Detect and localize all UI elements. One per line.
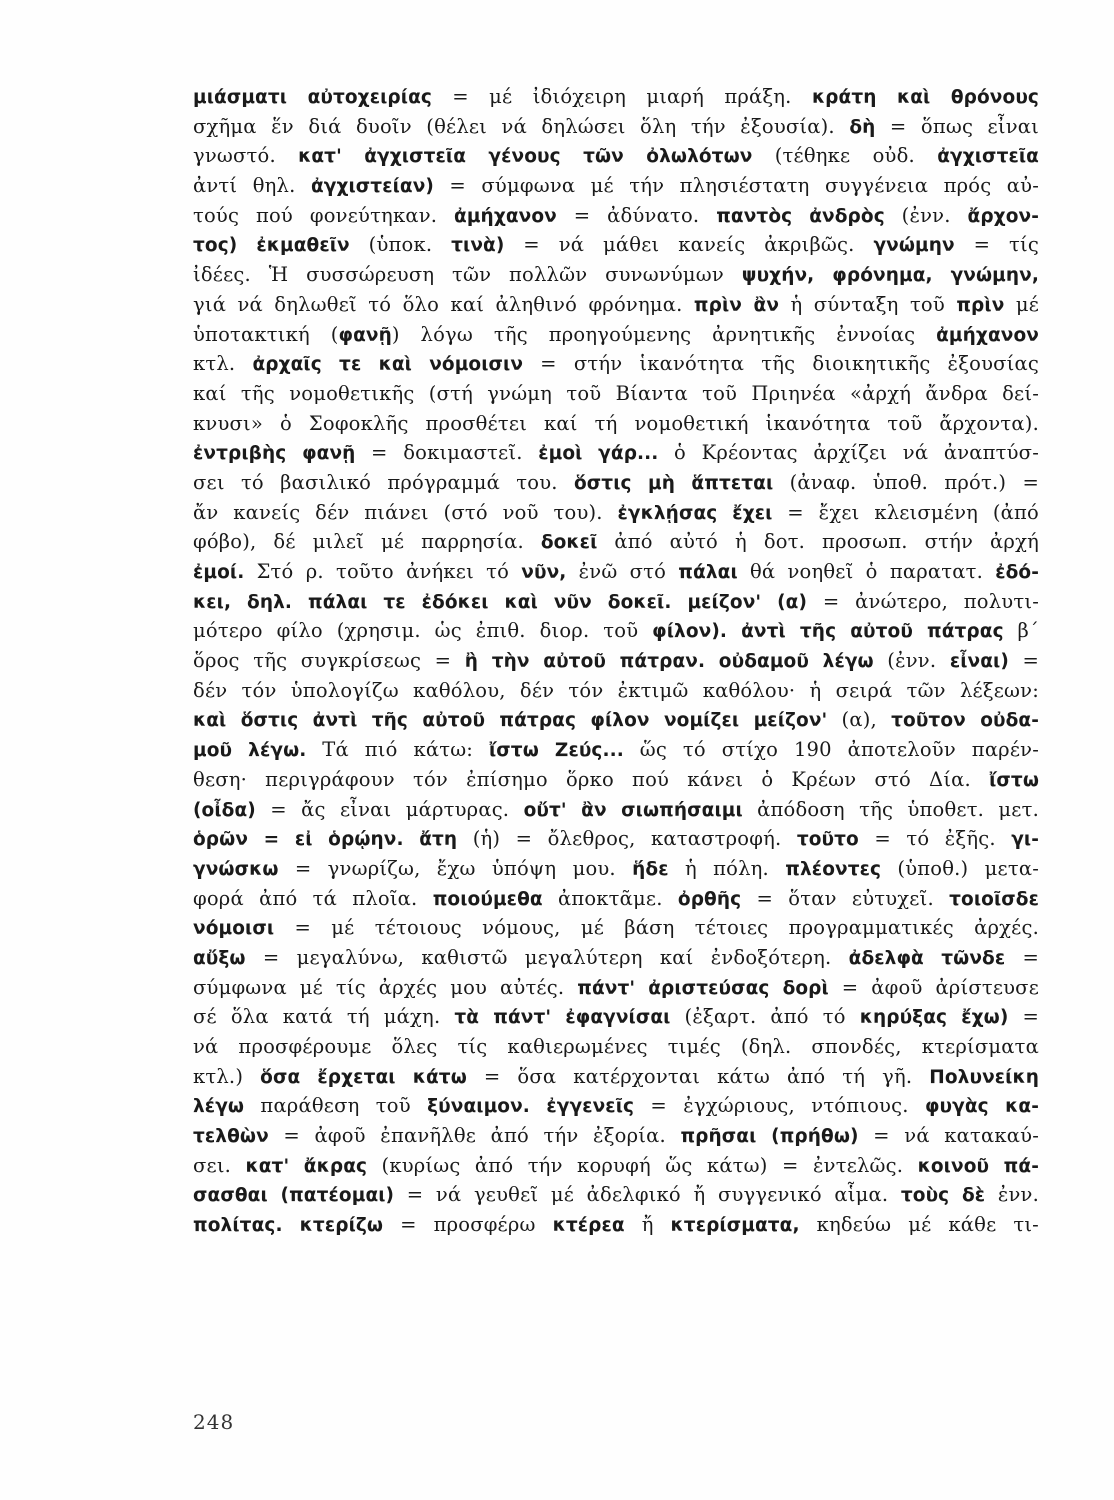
gloss-text: = <box>1008 1005 1039 1029</box>
gloss-text: ἀντί θηλ. <box>193 174 311 198</box>
lemma-text: ἐγκλῄσας ἔχει <box>617 502 773 524</box>
text-line <box>193 468 1039 498</box>
text-line <box>193 1002 1039 1032</box>
text-line <box>193 1121 1039 1151</box>
text-line <box>193 735 1039 765</box>
text-line <box>193 320 1039 350</box>
gloss-text: = μέ τέτοιους νόμους, μέ βάση τέτοιες προγραμματικές ἀρχές. <box>274 916 1039 940</box>
gloss-text: = <box>1005 945 1039 969</box>
lemma-text: ὅστις μὴ ἅπτεται <box>573 472 774 494</box>
text-line <box>193 171 1039 201</box>
text-line <box>193 1180 1039 1210</box>
lemma-text: γνώμην <box>873 235 955 257</box>
gloss-text: φορά ἀπό τά πλοῖα. <box>193 886 433 910</box>
lemma-text: ποιούμεθα <box>432 888 543 910</box>
text-line <box>193 201 1039 231</box>
gloss-text: γνωστό. <box>193 144 299 168</box>
lemma-text: ἀμήχανον <box>936 324 1039 346</box>
lemma-text: Πολυνείκη <box>929 1066 1039 1088</box>
lemma-text: ὅσα ἔρχεται κάτω <box>260 1066 467 1088</box>
lemma-text: πλέοντες <box>785 858 882 880</box>
lemma-text: παντὸς ἀνδρὸς <box>716 205 885 227</box>
gloss-text: = νά μάθει κανείς ἀκριβῶς. <box>504 233 874 257</box>
lemma-text: λέγω <box>193 1096 245 1118</box>
gloss-text: ὥς τό στίχο 190 ἀποτελοῦν παρέν- <box>623 738 1039 762</box>
lemma-text: μοῦ λέγω. <box>193 740 307 762</box>
lemma-text: φανῇ <box>338 324 392 346</box>
gloss-text: = σύμφωνα μέ τήν πλησιέστατη συγγένεια πρός αὐ- <box>433 174 1039 198</box>
lemma-text: κει, δηλ. πάλαι τε ἐδόκει καὶ νῦν δοκεῖ. μείζον' (α) <box>193 591 808 613</box>
gloss-text: = νά γευθεῖ μέ ἀδελφικό ἤ συγγενικό αἷμα. <box>394 1183 901 1207</box>
lemma-text: οὔτ' ἂν σιωπήσαιμι <box>523 799 743 821</box>
lemma-text: νόμοισι <box>193 918 275 940</box>
gloss-text: = στήν ἱκανότητα τῆς διοικητικῆς ἐξουσίας <box>523 352 1039 376</box>
lemma-text: φίλον). ἀντὶ τῆς αὐτοῦ πάτρας <box>652 621 1004 643</box>
lemma-text: πρὶν ἂν <box>693 294 780 316</box>
text-line <box>193 1210 1039 1240</box>
gloss-text: θά νοηθεῖ ὁ παρατατ. <box>737 560 996 583</box>
gloss-text: = ἐγχώριους, ντόπιους. <box>634 1094 925 1118</box>
gloss-text: ἀπό αὐτό ἡ δοτ. προσωπ. στήν ἀρχή <box>597 530 1039 554</box>
text-line <box>193 616 1039 646</box>
lemma-text: ἀγχιστεῖα <box>937 146 1039 168</box>
gloss-text: Στό ρ. τοῦτο ἀνήκει τό <box>244 560 522 583</box>
gloss-text: σύμφωνα μέ τίς ἀρχές μου αὐτές. <box>193 975 578 999</box>
lemma-text: ψυχήν, φρόνημα, γνώμην, <box>741 265 1039 287</box>
lemma-text: κτέρεα <box>552 1215 625 1237</box>
lemma-text: (οἶδα) <box>193 799 256 821</box>
lemma-text: ἐντριβὴς φανῇ <box>193 443 356 465</box>
lemma-text: αὔξω <box>193 947 246 969</box>
text-line <box>193 824 1039 854</box>
lemma-text: ξύναιμον. ἐγγενεῖς <box>427 1096 635 1118</box>
gloss-text: κηδεύω μέ κάθε τι- <box>799 1213 1039 1237</box>
lemma-text: ἴστω Ζεύς... <box>488 740 624 762</box>
text-line <box>193 82 1039 112</box>
text-line <box>193 795 1039 825</box>
text-line <box>193 646 1039 676</box>
text-line <box>193 260 1039 290</box>
gloss-text: ἄν κανείς δέν πιάνει (στό νοῦ του). <box>193 500 618 524</box>
text-line <box>193 1091 1039 1121</box>
gloss-text: = ὅπως εἶναι <box>875 114 1039 138</box>
lemma-text: μιάσματι αὐτοχειρίας <box>193 87 432 108</box>
gloss-text: = προσφέρω <box>383 1213 553 1237</box>
gloss-text: = ἔχει κλεισμένη (ἀπό <box>772 500 1039 524</box>
gloss-text: (ὑποθ.) μετα- <box>881 856 1039 880</box>
gloss-text: (α), <box>827 708 892 732</box>
text-line <box>193 349 1039 379</box>
lemma-text: καὶ ὅστις ἀντὶ τῆς αὐτοῦ πάτρας φίλον νομίζει μείζον' <box>193 710 828 732</box>
gloss-text: μέ <box>1004 292 1039 316</box>
gloss-text: = τίς <box>954 233 1039 257</box>
text-line <box>193 379 1039 409</box>
commentary-text <box>193 82 1039 1240</box>
lemma-text: δὴ <box>849 116 876 138</box>
page-number: 248 <box>193 1410 235 1434</box>
text-line <box>193 1151 1039 1181</box>
gloss-text: = μέ ἰδιόχειρη μιαρή πράξη. <box>431 85 812 108</box>
text-line <box>193 587 1039 617</box>
lemma-text: πάλαι <box>678 562 738 583</box>
gloss-text: (κυρίως ἀπό τήν κορυφή ὥς κάτω) = ἐντελῶς. <box>367 1153 918 1177</box>
lemma-text: ἀγχιστείαν) <box>310 176 434 198</box>
gloss-text: = ὅσα κατέρχονται κάτω ἀπό τή γῆ. <box>466 1064 930 1088</box>
lemma-text: ἐδό- <box>995 562 1039 583</box>
gloss-text: ἐνῶ στό <box>566 560 679 583</box>
gloss-text: νά προσφέρουμε ὅλες τίς καθιερωμένες τιμές (δηλ. σπονδές, κτερίσματα <box>193 1035 1039 1058</box>
text-line <box>193 290 1039 320</box>
gloss-text: σέ ὅλα κατά τή μάχη. <box>193 1005 455 1029</box>
lemma-text: ἐμοὶ γάρ... <box>538 443 659 465</box>
text-line <box>193 527 1039 557</box>
gloss-text: = νά κατακαύ- <box>858 1124 1039 1148</box>
text-line <box>193 1062 1039 1092</box>
text-line <box>193 230 1039 260</box>
gloss-text: (ἐνν. <box>884 203 968 227</box>
lemma-text: τοιοῖσδε <box>949 888 1039 910</box>
gloss-text: σει. <box>193 1153 246 1177</box>
text-line <box>193 112 1039 142</box>
gloss-text: φόβο), δέ μιλεῖ μέ παρρησία. <box>193 530 541 554</box>
gloss-text: ὅρος τῆς συγκρίσεως = <box>193 649 465 673</box>
lemma-text: σασθαι (πατέομαι) <box>193 1185 395 1207</box>
text-line <box>193 943 1039 973</box>
gloss-text: = ὅταν εὐτυχεῖ. <box>741 886 950 910</box>
text-line <box>193 438 1039 468</box>
gloss-text: σχῆμα ἕν διά δυοῖν (θέλει νά δηλώσει ὅλη τήν ἐξουσία). <box>193 114 850 138</box>
gloss-text: σει τό βασιλικό πρόγραμμά του. <box>193 470 574 494</box>
gloss-text: κνυσι» ὁ Σοφοκλῆς προσθέτει καί τή νομοθετική ἱκανότητα τοῦ ἄρχοντα). <box>193 411 1039 435</box>
gloss-text: = ἀφοῦ ἐπανῆλθε ἀπό τήν ἐξορία. <box>268 1124 681 1148</box>
gloss-text: Τά πιό κάτω: <box>306 738 489 762</box>
gloss-text: β΄ <box>1003 619 1039 643</box>
lemma-text: ἢ τὴν αὐτοῦ πάτραν. οὐδαμοῦ λέγω <box>464 651 874 673</box>
text-line <box>193 141 1039 171</box>
gloss-text: = ἀνώτερο, πολυτι- <box>807 589 1039 613</box>
lemma-text: κράτη καὶ θρόνους <box>811 87 1039 108</box>
lemma-text: πολίτας. κτερίζω <box>193 1215 384 1237</box>
lemma-text: τοῦτον οὐδα- <box>891 710 1039 732</box>
text-line <box>193 557 1039 587</box>
gloss-text: θεση· περιγράφουν τόν ἐπίσημο ὅρκο πού κάνει ὁ Κρέων στό Δία. <box>193 767 990 791</box>
gloss-text: κτλ. <box>193 352 253 376</box>
gloss-text: = ἄς εἶναι μάρτυρας. <box>255 797 524 821</box>
lemma-text: πρῆσαι (πρήθω) <box>680 1126 859 1148</box>
lemma-text: τινὰ) <box>451 235 505 257</box>
text-line <box>193 409 1039 439</box>
gloss-text: = ἀφοῦ ἀρίστευσε <box>828 975 1039 999</box>
text-line <box>193 705 1039 735</box>
lemma-text: ἄρχον- <box>967 205 1039 227</box>
lemma-text: πάντ' ἀριστεύσας δορὶ <box>577 977 829 999</box>
lemma-text: τος) ἐκμαθεῖν <box>193 235 350 257</box>
gloss-text: κτλ.) <box>193 1064 261 1088</box>
lemma-text: κατ' ἄκρας <box>245 1155 368 1177</box>
lemma-text: ἴστω <box>989 769 1039 791</box>
lemma-text: ἀδελφὰ τῶνδε <box>848 947 1006 969</box>
gloss-text: ἀπόδοση τῆς ὑποθετ. μετ. <box>742 797 1039 821</box>
gloss-text: γιά νά δηλωθεῖ τό ὅλο καί ἀληθινό φρόνημα. <box>193 292 694 316</box>
lemma-text: ἀμήχανον <box>454 205 557 227</box>
gloss-text: ἡ σύνταξη τοῦ <box>779 292 957 316</box>
text-line <box>193 676 1039 706</box>
gloss-text: ἡ πόλη. <box>668 856 786 880</box>
lemma-text: τελθὼν <box>193 1126 269 1148</box>
lemma-text: τοῦτο <box>796 829 859 851</box>
lemma-text: ὀρθῆς <box>677 888 742 910</box>
text-line <box>193 1032 1039 1062</box>
gloss-text: (ἀναφ. ὑποθ. πρότ.) = <box>773 470 1039 494</box>
gloss-text: ἤ <box>624 1213 671 1237</box>
gloss-text: = γνωρίζω, ἔχω ὑπόψη μου. <box>278 856 633 880</box>
gloss-text: ) λόγω τῆς προηγούμενης ἀρνητικῆς ἐννοίας <box>391 322 937 346</box>
lemma-text: δοκεῖ <box>540 532 598 554</box>
lemma-text: ὁρῶν = εἰ ὁρῴην. ἄτη <box>193 829 458 851</box>
lemma-text: κτερίσματα, <box>670 1215 800 1237</box>
gloss-text: (ὑποκ. <box>349 233 452 257</box>
gloss-text: ἀποκτᾶμε. <box>542 886 678 910</box>
text-line <box>193 973 1039 1003</box>
gloss-text: = τό ἐξῆς. <box>858 827 1012 851</box>
text-line <box>193 913 1039 943</box>
text-line <box>193 884 1039 914</box>
gloss-text: τούς πού φονεύτηκαν. <box>193 203 455 227</box>
lemma-text: γνώσκω <box>193 858 279 880</box>
gloss-text: ἐνν. <box>985 1183 1039 1207</box>
lemma-text: τοὺς δὲ <box>900 1185 986 1207</box>
gloss-text: ὑποτακτική ( <box>193 322 339 346</box>
gloss-text: (ἐνν. <box>873 649 950 673</box>
lemma-text: πρὶν <box>956 294 1005 316</box>
gloss-text: (τέθηκε οὐδ. <box>752 144 938 168</box>
gloss-text: (ἡ) = ὄλεθρος, καταστροφή. <box>457 827 797 851</box>
lemma-text: ἥδε <box>632 858 669 880</box>
lemma-text: κοινοῦ πά- <box>917 1155 1039 1177</box>
lemma-text: κηρύξας ἔχω) <box>859 1007 1009 1029</box>
lemma-text: γι- <box>1011 829 1039 851</box>
gloss-text: (ἐξαρτ. ἀπό τό <box>670 1005 860 1029</box>
gloss-text: = δοκιμαστεῖ. <box>355 441 539 465</box>
lemma-text: ἀρχαῖς τε καὶ νόμοισιν <box>252 354 524 376</box>
gloss-text: παράθεση τοῦ <box>244 1094 428 1118</box>
lemma-text: φυγὰς κα- <box>924 1096 1039 1118</box>
gloss-text: ἰδέες. Ἡ συσσώρευση τῶν πολλῶν συνωνύμων <box>193 263 742 287</box>
text-line <box>193 854 1039 884</box>
gloss-text: = <box>1008 649 1039 673</box>
gloss-text: καί τῆς νομοθετικῆς (στή γνώμη τοῦ Βίαντα τοῦ Πριηνέα «ἀρχή ἄνδρα δεί- <box>193 381 1039 405</box>
gloss-text: = ἀδύνατο. <box>556 203 717 227</box>
lemma-text: τὰ πάντ' ἐφαγνίσαι <box>454 1007 671 1029</box>
lemma-text: κατ' ἀγχιστεῖα γένους τῶν ὀλωλότων <box>298 146 753 168</box>
gloss-text: δέν τόν ὑπολογίζω καθόλου, δέν τόν ἐκτιμῶ καθόλου· ἡ σειρά τῶν λέξεων: <box>193 678 1039 702</box>
lemma-text: ἐμοί. <box>193 562 245 583</box>
lemma-text: εἶναι) <box>949 651 1009 673</box>
gloss-text: μότερο φίλο (χρησιμ. ὡς ἐπιθ. διορ. τοῦ <box>193 619 653 643</box>
gloss-text: ὁ Κρέοντας ἀρχίζει νά ἀναπτύσ- <box>658 441 1039 465</box>
text-line <box>193 765 1039 795</box>
lemma-text: νῦν, <box>521 562 567 583</box>
text-line <box>193 498 1039 528</box>
gloss-text: = μεγαλύνω, καθιστῶ μεγαλύτερη καί ἐνδοξότερη. <box>245 945 849 969</box>
